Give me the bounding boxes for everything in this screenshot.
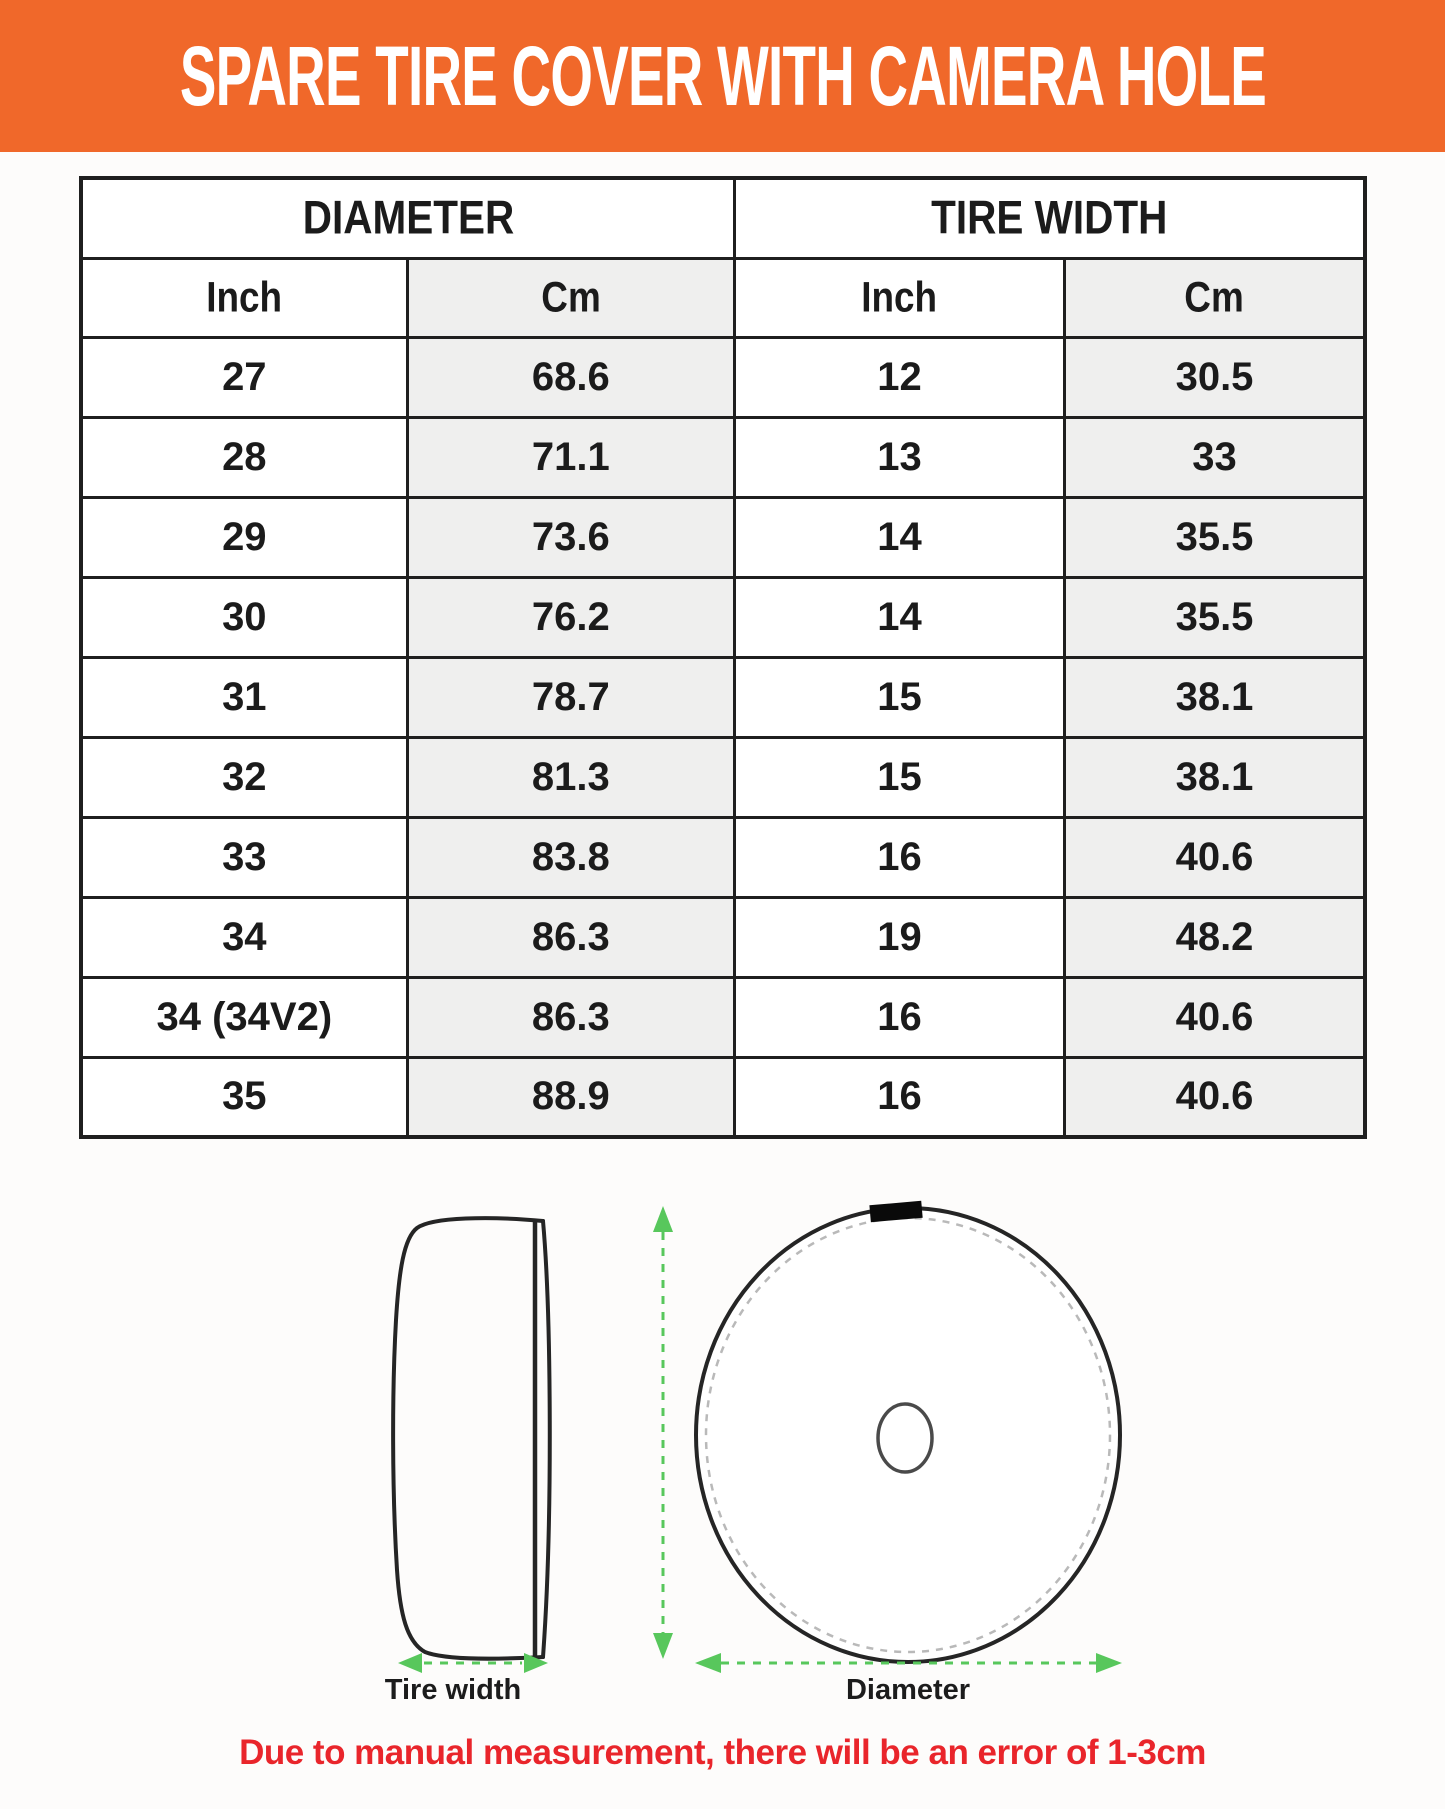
table-group-header-row [81, 178, 1365, 258]
sub-header-width-inch: Inch [735, 258, 1065, 337]
tire-width-label: Tire width [384, 1674, 522, 1706]
table-cell: 38.1 [1065, 737, 1365, 817]
diameter-vertical-arrow [653, 1206, 673, 1659]
table-cell: 15 [735, 737, 1065, 817]
table-cell: 27 [81, 337, 407, 417]
tire-measurement-diagram [0, 1190, 1445, 1809]
table-cell: 12 [735, 337, 1065, 417]
group-header-tire-width: TIRE WIDTH [735, 178, 1365, 258]
sub-header-diameter-cm: Cm [407, 258, 734, 337]
table-row [81, 577, 1365, 657]
group-header-diameter: DIAMETER [81, 178, 735, 258]
table-cell: 35.5 [1065, 577, 1365, 657]
table-cell: 73.6 [407, 497, 734, 577]
tire-width-arrow [398, 1653, 548, 1673]
table-cell: 33 [81, 817, 407, 897]
table-cell: 14 [735, 577, 1065, 657]
table-cell: 86.3 [407, 977, 734, 1057]
table-cell: 40.6 [1065, 817, 1365, 897]
table-cell: 34 (34V2) [81, 977, 407, 1057]
diameter-label: Diameter [845, 1674, 971, 1706]
table-cell: 81.3 [407, 737, 734, 817]
page-title: SPARE TIRE COVER WITH CAMERA HOLE [179, 28, 1266, 124]
tire-front-view [696, 1201, 1120, 1662]
sub-header-width-cm: Cm [1065, 258, 1365, 337]
table-cell: 31 [81, 657, 407, 737]
table-cell: 76.2 [407, 577, 734, 657]
table-row [81, 497, 1365, 577]
table-cell: 71.1 [407, 417, 734, 497]
camera-hole [878, 1404, 932, 1472]
table-cell: 19 [735, 897, 1065, 977]
table-row [81, 897, 1365, 977]
table-cell: 30 [81, 577, 407, 657]
table-cell: 38.1 [1065, 657, 1365, 737]
table-cell: 14 [735, 497, 1065, 577]
table-cell: 16 [735, 1057, 1065, 1137]
table-cell: 32 [81, 737, 407, 817]
table-cell: 35 [81, 1057, 407, 1137]
table-cell: 16 [735, 977, 1065, 1057]
banner [0, 0, 1445, 152]
table-cell: 40.6 [1065, 977, 1365, 1057]
table-cell: 78.7 [407, 657, 734, 737]
table-cell: 13 [735, 417, 1065, 497]
table-body [81, 337, 1365, 1137]
table-row [81, 337, 1365, 417]
table-row [81, 1057, 1365, 1137]
table-row [81, 657, 1365, 737]
table-cell: 16 [735, 817, 1065, 897]
table-cell: 29 [81, 497, 407, 577]
table-cell: 48.2 [1065, 897, 1365, 977]
table-row [81, 817, 1365, 897]
table-row [81, 977, 1365, 1057]
sub-header-diameter-inch: Inch [81, 258, 407, 337]
table-cell: 30.5 [1065, 337, 1365, 417]
table-cell: 28 [81, 417, 407, 497]
table-cell: 35.5 [1065, 497, 1365, 577]
measurement-error-note: Due to manual measurement, there will be an error of 1-3cm [239, 1733, 1206, 1772]
tire-side-view [393, 1218, 550, 1659]
table-cell: 40.6 [1065, 1057, 1365, 1137]
table-sub-header-row [81, 258, 1365, 337]
table-cell: 83.8 [407, 817, 734, 897]
table-cell: 88.9 [407, 1057, 734, 1137]
table-cell: 33 [1065, 417, 1365, 497]
table-row [81, 417, 1365, 497]
table-row [81, 737, 1365, 817]
size-table [79, 176, 1367, 1139]
table-cell: 34 [81, 897, 407, 977]
table-cell: 86.3 [407, 897, 734, 977]
table-cell: 68.6 [407, 337, 734, 417]
table-cell: 15 [735, 657, 1065, 737]
